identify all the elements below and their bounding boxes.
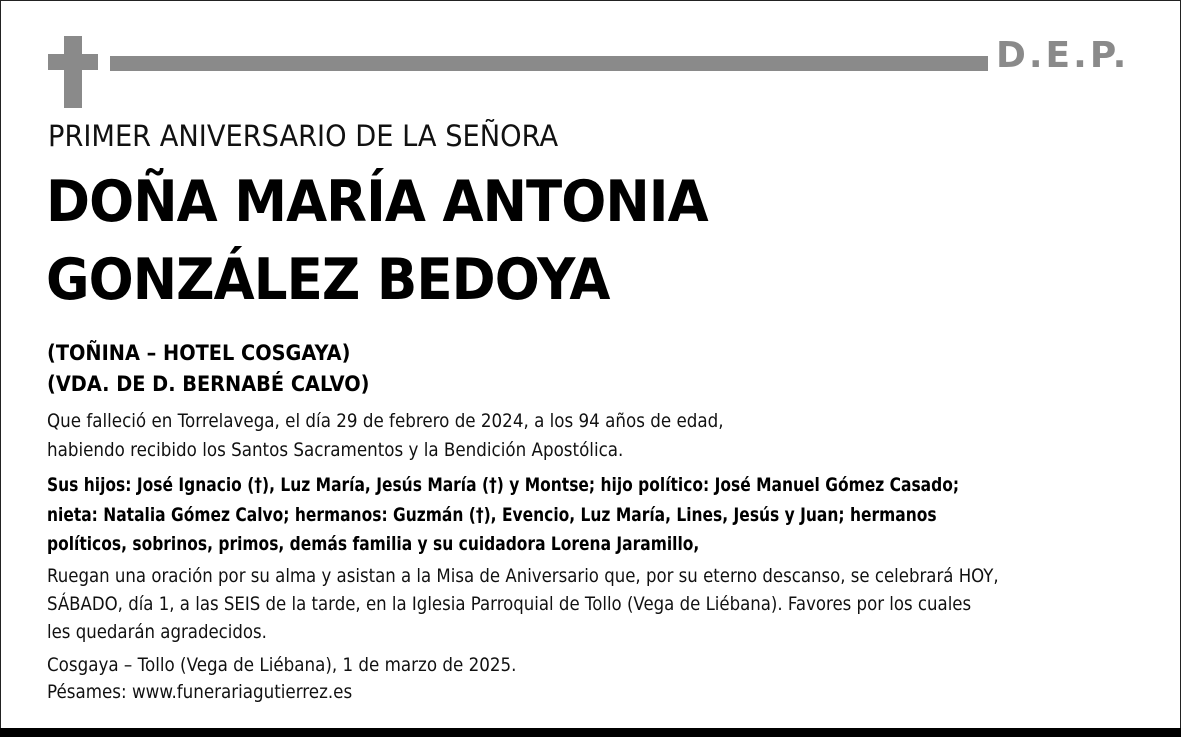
condolences-link[interactable]: Pésames: www.funerariagutierrez.es: [47, 681, 353, 703]
bottom-border: [0, 728, 1181, 737]
request-line-2: SÁBADO, día 1, a las SEIS de la tarde, en la Iglesia Parroquial de Tollo (Vega de Liébana). Favores por los cuales: [47, 593, 972, 615]
place-date: Cosgaya – Tollo (Vega de Liébana), 1 de marzo de 2025.: [47, 654, 517, 676]
cross-icon: [48, 36, 98, 108]
dep-label: D.E.P.: [996, 35, 1130, 76]
header-rule: [110, 56, 988, 71]
deceased-name-line-2: GONZÁLEZ BEDOYA: [46, 247, 610, 313]
nickname-line-1: (TOÑINA – HOTEL COSGAYA): [47, 341, 351, 365]
nickname-line-2: (VDA. DE D. BERNABÉ CALVO): [47, 372, 370, 396]
family-line-1: Sus hijos: José Ignacio (†), Luz María, Jesús María (†) y Montse; hijo político: José Manuel Gómez Casado;: [47, 474, 960, 496]
family-line-3: políticos, sobrinos, primos, demás familia y su cuidadora Lorena Jaramillo,: [47, 533, 700, 555]
death-notice-line-1: Que falleció en Torrelavega, el día 29 de febrero de 2024, a los 94 años de edad,: [47, 410, 724, 432]
death-notice-line-2: habiendo recibido los Santos Sacramentos y la Bendición Apostólica.: [47, 439, 624, 461]
deceased-name-line-1: DOÑA MARÍA ANTONIA: [46, 169, 708, 235]
request-line-3: les quedarán agradecidos.: [47, 621, 267, 643]
family-line-2: nieta: Natalia Gómez Calvo; hermanos: Guzmán (†), Evencio, Luz María, Lines, Jesús y Juan; hermanos: [47, 504, 937, 526]
request-line-1: Ruegan una oración por su alma y asistan a la Misa de Aniversario que, por su eterno descanso, se celebrará HOY,: [47, 565, 999, 587]
anniversary-subtitle: PRIMER ANIVERSARIO DE LA SEÑORA: [48, 119, 559, 153]
